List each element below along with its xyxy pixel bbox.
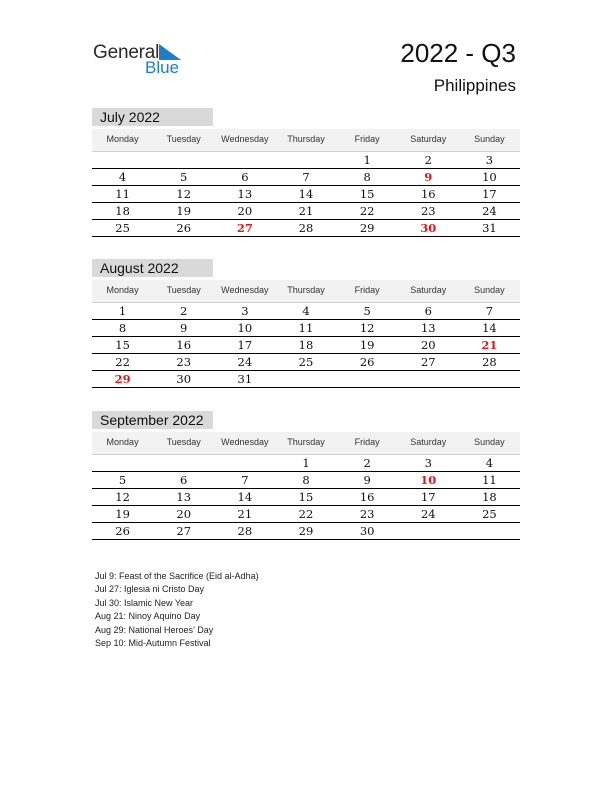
holiday-day-cell: 27 — [236, 221, 253, 235]
day-cell: 14 — [237, 490, 253, 504]
day-cell: 18 — [115, 204, 130, 218]
holiday-day-cell: 10 — [420, 473, 437, 487]
logo — [93, 40, 193, 80]
day-cell — [153, 455, 214, 471]
week-row — [92, 472, 520, 489]
day-cell: 14 — [482, 321, 497, 335]
day-cell: 17 — [420, 490, 436, 504]
day-cell: 12 — [115, 490, 130, 504]
day-cell: 22 — [115, 355, 130, 369]
month-name: August 2022 — [92, 259, 213, 277]
day-cell: 11 — [482, 473, 497, 487]
day-cell: 12 — [359, 321, 375, 335]
weekday-header: Thursday — [287, 134, 325, 144]
day-cell: 10 — [237, 321, 253, 335]
holiday-day-cell: 30 — [420, 221, 437, 235]
weekday-header: Sunday — [474, 285, 505, 295]
weekday-header: Saturday — [410, 285, 447, 295]
week-row — [92, 371, 520, 388]
week-row — [92, 152, 520, 169]
day-cell: 6 — [424, 304, 432, 318]
day-cell: 5 — [118, 473, 127, 487]
day-cell: 6 — [180, 473, 188, 487]
day-cell: 19 — [115, 507, 130, 521]
day-cell: 23 — [359, 507, 375, 521]
week-row — [92, 337, 520, 354]
day-cell: 5 — [363, 304, 371, 318]
week-row — [92, 354, 520, 371]
logo-text-general: General — [93, 42, 160, 63]
day-cell: 28 — [482, 355, 497, 369]
week-row — [92, 506, 520, 523]
weekday-header: Sunday — [474, 134, 505, 144]
day-cell: 25 — [115, 221, 130, 235]
day-cell: 19 — [359, 338, 375, 352]
weekday-header: Monday — [106, 437, 139, 447]
day-cell: 10 — [482, 170, 497, 184]
day-cell — [214, 152, 275, 168]
holiday-note: Aug 29: National Heroes’ Day — [95, 624, 214, 635]
day-cell: 16 — [176, 338, 192, 352]
holiday-day-cell: 9 — [424, 170, 433, 184]
day-cell: 29 — [359, 221, 375, 235]
weekday-header: Monday — [106, 134, 139, 144]
week-row — [92, 455, 520, 472]
day-cell: 4 — [485, 456, 494, 470]
weekday-header: Tuesday — [166, 285, 201, 295]
day-cell: 14 — [298, 187, 314, 201]
day-cell — [275, 371, 336, 387]
day-cell: 31 — [237, 372, 253, 386]
day-cell: 3 — [241, 304, 249, 318]
day-cell: 4 — [302, 304, 310, 318]
holiday-note: Jul 9: Feast of the Sacrifice (Eid al-Adha) — [95, 571, 259, 581]
day-cell: 18 — [298, 338, 314, 352]
weekday-header: Tuesday — [166, 437, 201, 447]
weekday-header: Tuesday — [166, 134, 201, 144]
day-cell — [214, 455, 275, 471]
weekday-header: Monday — [106, 285, 139, 295]
day-cell: 26 — [115, 524, 130, 538]
week-row — [92, 186, 520, 203]
holiday-day-cell: 21 — [481, 338, 498, 352]
day-cell: 27 — [420, 355, 436, 369]
month-calendar-september — [92, 411, 520, 540]
day-cell: 24 — [237, 355, 253, 369]
day-cell: 27 — [176, 524, 192, 538]
day-cell: 13 — [176, 490, 192, 504]
weekday-header: Saturday — [410, 437, 447, 447]
weekday-header: Friday — [354, 134, 380, 144]
day-cell: 16 — [420, 187, 436, 201]
day-cell: 17 — [237, 338, 253, 352]
day-cell: 11 — [298, 321, 314, 335]
week-row — [92, 169, 520, 186]
day-cell: 24 — [482, 204, 497, 218]
day-cell: 19 — [176, 204, 192, 218]
day-cell: 28 — [298, 221, 314, 235]
week-row — [92, 220, 520, 237]
day-cell: 25 — [482, 507, 497, 521]
day-cell: 3 — [424, 456, 432, 470]
day-cell: 22 — [359, 204, 375, 218]
day-cell: 1 — [363, 153, 371, 167]
day-cell: 21 — [237, 507, 253, 521]
holiday-note: Jul 27: Iglesia ni Cristo Day — [95, 584, 205, 595]
day-cell: 1 — [302, 456, 310, 470]
day-cell: 15 — [298, 490, 314, 504]
day-cell: 6 — [241, 170, 249, 184]
page-title: 2022 - Q3 — [400, 38, 516, 68]
week-row — [92, 203, 520, 220]
day-cell: 31 — [482, 221, 497, 235]
day-cell: 28 — [237, 524, 253, 538]
holiday-note: Sep 10: Mid-Autumn Festival — [95, 638, 211, 649]
month-calendar-august — [92, 259, 520, 388]
day-cell: 20 — [176, 507, 192, 521]
weekday-header: Wednesday — [221, 437, 269, 447]
holiday-note: Aug 21: Ninoy Aquino Day — [95, 611, 201, 622]
day-cell — [398, 371, 459, 387]
day-cell: 4 — [118, 170, 127, 184]
day-cell: 29 — [298, 524, 314, 538]
month-name: September 2022 — [92, 411, 213, 429]
day-cell: 26 — [176, 221, 192, 235]
weekday-header: Thursday — [287, 437, 325, 447]
weekday-header: Friday — [354, 437, 380, 447]
day-cell — [459, 371, 520, 387]
day-cell — [92, 152, 153, 168]
day-cell: 13 — [237, 187, 253, 201]
week-row — [92, 489, 520, 506]
weekday-header: Friday — [354, 285, 380, 295]
day-cell: 2 — [424, 153, 432, 167]
weekday-header: Wednesday — [221, 285, 269, 295]
day-cell: 12 — [176, 187, 192, 201]
weekday-header-row — [92, 432, 520, 455]
weekday-header: Sunday — [474, 437, 505, 447]
day-cell — [459, 523, 520, 539]
week-row — [92, 523, 520, 540]
holiday-note: Jul 30: Islamic New Year — [95, 597, 194, 608]
day-cell: 7 — [241, 473, 249, 487]
day-cell: 23 — [176, 355, 192, 369]
day-cell: 13 — [420, 321, 436, 335]
weekday-header-row — [92, 280, 520, 303]
day-cell: 5 — [180, 170, 188, 184]
week-row — [92, 320, 520, 337]
day-cell — [337, 371, 398, 387]
day-cell: 30 — [176, 372, 192, 386]
logo-text-blue: Blue — [145, 58, 180, 77]
day-cell: 20 — [420, 338, 436, 352]
day-cell: 2 — [363, 456, 371, 470]
day-cell: 8 — [118, 321, 127, 335]
day-cell — [275, 152, 336, 168]
day-cell — [398, 523, 459, 539]
month-calendar-july — [92, 108, 520, 237]
day-cell — [153, 152, 214, 168]
day-cell: 22 — [298, 507, 314, 521]
day-cell: 7 — [485, 304, 494, 318]
country-name: Philippines — [433, 76, 516, 95]
day-cell: 8 — [363, 170, 371, 184]
day-cell: 11 — [115, 187, 130, 201]
day-cell: 24 — [420, 507, 436, 521]
month-name: July 2022 — [92, 108, 213, 126]
day-cell: 7 — [302, 170, 310, 184]
day-cell: 15 — [359, 187, 375, 201]
day-cell: 26 — [359, 355, 375, 369]
weekday-header: Saturday — [410, 134, 447, 144]
week-row — [92, 303, 520, 320]
day-cell: 9 — [180, 321, 188, 335]
weekday-header: Wednesday — [221, 134, 269, 144]
day-cell: 20 — [237, 204, 253, 218]
day-cell: 23 — [420, 204, 436, 218]
day-cell: 2 — [180, 304, 188, 318]
day-cell: 3 — [485, 153, 494, 167]
day-cell: 18 — [482, 490, 497, 504]
day-cell: 15 — [115, 338, 130, 352]
day-cell: 8 — [302, 473, 310, 487]
day-cell: 30 — [359, 524, 375, 538]
day-cell: 25 — [298, 355, 314, 369]
day-cell: 9 — [363, 473, 371, 487]
weekday-header: Thursday — [287, 285, 325, 295]
day-cell: 17 — [482, 187, 497, 201]
holiday-notes — [95, 570, 259, 650]
day-cell: 1 — [118, 304, 127, 318]
day-cell: 21 — [298, 204, 314, 218]
weekday-header-row — [92, 129, 520, 152]
day-cell — [92, 455, 153, 471]
day-cell: 16 — [359, 490, 375, 504]
holiday-day-cell: 29 — [114, 372, 131, 386]
